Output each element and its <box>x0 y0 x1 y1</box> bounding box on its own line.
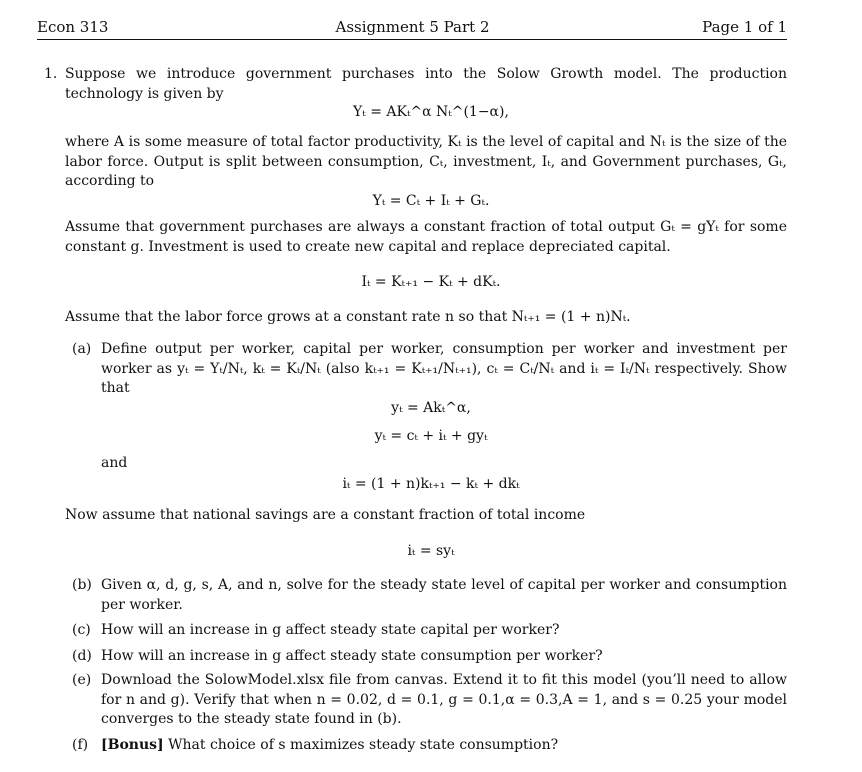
part-b-label: (b) <box>72 577 92 593</box>
and-text: and <box>101 455 128 471</box>
header-page-number: Page 1 of 1 <box>702 18 787 36</box>
part-f <box>101 736 787 756</box>
paragraph-government: Assume that government purchases are always a constant fraction of total output Gₜ = gYₜ for some constant g. Investment is used to create new capital and replace depreciated capital. <box>65 219 787 255</box>
part-e-label: (e) <box>72 672 92 688</box>
part-d-text: How will an increase in g affect steady state consumption per worker? <box>101 648 603 664</box>
part-b-text: Given α, d, g, s, A, and n, solve for the steady state level of capital per worker and consumption per worker. <box>101 577 787 613</box>
equation-investment: Iₜ = Kₜ₊₁ − Kₜ + dKₜ. <box>361 274 501 290</box>
bonus-tag: [Bonus] <box>101 737 164 753</box>
paragraph-where: where A is some measure of total factor productivity, Kₜ is the level of capital and Nₜ is the size of the labor force. Output is split between consumption, Cₜ, investment, Iₜ, and Government purchases, Gₜ, according to <box>65 134 787 189</box>
question-intro: Suppose we introduce government purchases into the Solow Growth model. The production technology is given by <box>65 66 787 102</box>
part-a-text: Define output per worker, capital per worker, consumption per worker and investment per worker as yₜ = Yₜ/Nₜ, kₜ = Kₜ/Nₜ (also kₜ₊₁ = Kₜ₊₁/Nₜ₊₁), cₜ = Cₜ/Nₜ and iₜ = Iₜ/Nₜ respectively. Show that <box>101 341 787 396</box>
equation-a2: yₜ = cₜ + iₜ + gyₜ <box>374 428 488 444</box>
paragraph-savings: Now assume that national savings are a constant fraction of total income <box>65 507 586 523</box>
header-rule <box>37 39 787 40</box>
equation-a1: yₜ = Akₜ^α, <box>391 400 471 416</box>
part-c-label: (c) <box>72 622 91 638</box>
header-course: Econ 313 <box>37 18 109 36</box>
question-number: 1. <box>44 66 58 82</box>
equation-production: Yₜ = AKₜ^α Nₜ^(1−α), <box>353 104 509 120</box>
part-a-label: (a) <box>72 341 92 357</box>
header-title: Assignment 5 Part 2 <box>335 18 490 36</box>
equation-a3: iₜ = (1 + n)kₜ₊₁ − kₜ + dkₜ <box>342 476 520 492</box>
part-e-text: Download the SolowModel.xlsx file from canvas. Extend it to fit this model (you’ll need to allow for n and g). Verify that when n = 0.02, d = 0.1, g = 0.1,α = 0.3,A = 1, and s = 0.25 your model converges to the steady state found in (b). <box>101 672 787 727</box>
equation-savings: iₜ = syₜ <box>407 543 455 559</box>
part-d-label: (d) <box>72 648 92 664</box>
paragraph-labor: Assume that the labor force grows at a constant rate n so that Nₜ₊₁ = (1 + n)Nₜ. <box>65 309 631 325</box>
equation-output: Yₜ = Cₜ + Iₜ + Gₜ. <box>372 193 490 209</box>
part-f-label: (f) <box>72 737 89 753</box>
part-c-text: How will an increase in g affect steady state capital per worker? <box>101 622 560 638</box>
part-f-text: What choice of s maximizes steady state consumption? <box>168 737 559 753</box>
